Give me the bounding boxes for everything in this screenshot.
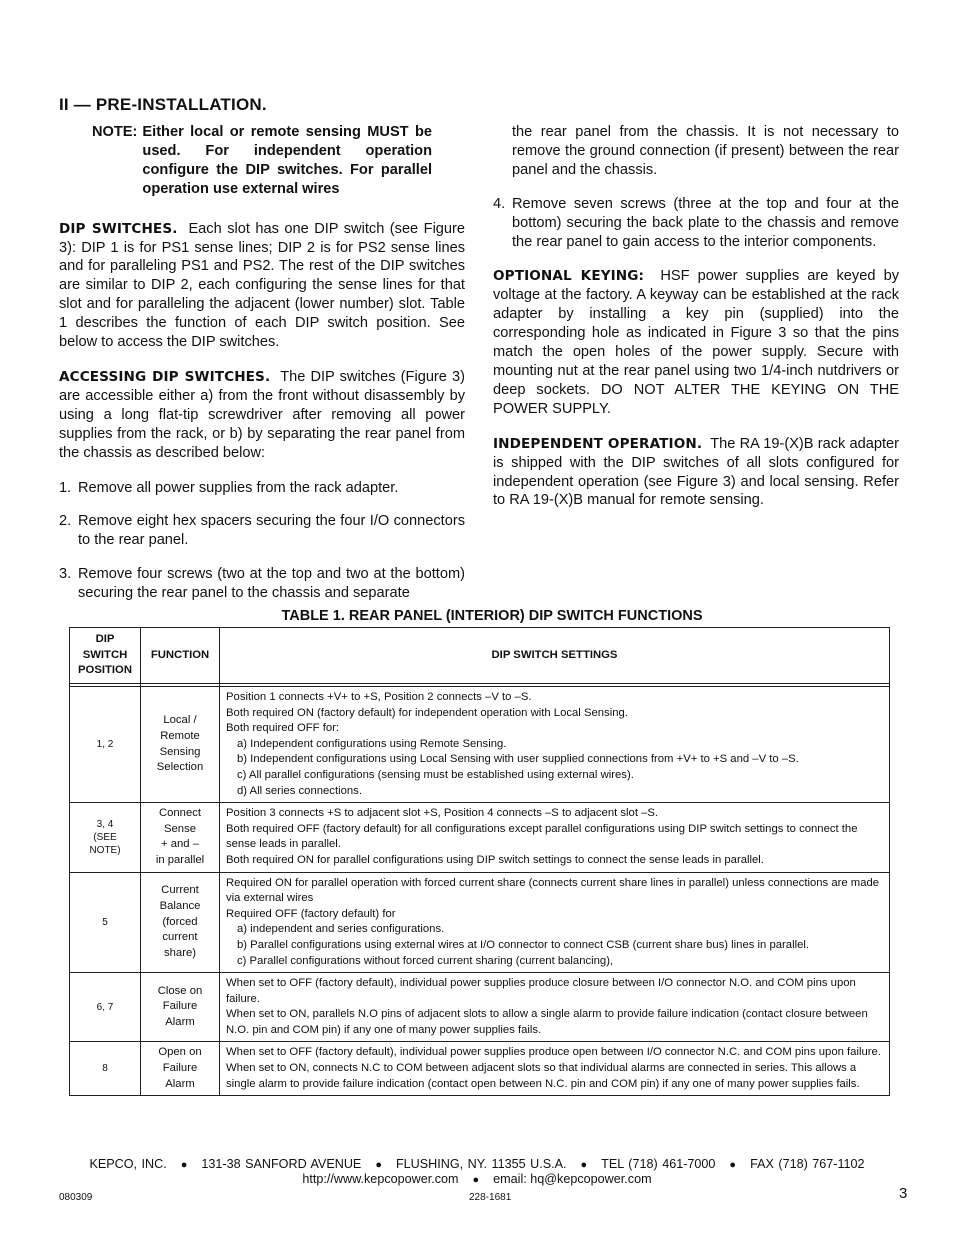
settings-line: Position 1 connects +V+ to +S, Position 2 connects –V to –S. [226, 691, 532, 703]
header-position: DIP SWITCH POSITION [70, 628, 141, 684]
settings-subitem: b) Parallel configurations using external wires at I/O connector to connect CSB (current share bus) lines in parallel. [237, 938, 810, 951]
settings-line: Both required ON for parallel configurations using DIP switch settings to connect the sense leads in parallel. [226, 853, 764, 866]
cell-function: Connect Sense + and – in parallel [141, 803, 220, 872]
step-number: 3. [59, 566, 72, 583]
cell-position: 3, 4 (SEE NOTE) [70, 803, 141, 872]
settings-line: Both required OFF (factory default) for all configurations except parallel configurations using DIP switch settings to connect the sense leads in parallel. [226, 822, 858, 851]
step-3 [59, 565, 465, 603]
right-column [493, 123, 899, 510]
cell-settings [220, 872, 890, 973]
document-number: 228-1681 [469, 1192, 512, 1203]
table-row [70, 973, 890, 1042]
bullet-icon: ● [375, 1159, 382, 1171]
step-2 [59, 512, 465, 550]
footer-address: 131-38 SANFORD AVENUE [201, 1157, 362, 1171]
step-3-continued: the rear panel from the chassis. It is not necessary to remove the ground connection (if present) between the rear panel and the chassis. [512, 124, 899, 178]
section-title: II — PRE-INSTALLATION. [59, 95, 267, 114]
cell-function: Local / Remote Sensing Selection [141, 687, 220, 803]
cell-position: 8 [70, 1042, 141, 1096]
settings-subitem: d) All series connections. [237, 784, 362, 797]
cell-position: 6, 7 [70, 973, 141, 1042]
step-number: 1. [59, 479, 72, 496]
optional-keying-paragraph [493, 267, 899, 418]
cell-settings [220, 803, 890, 872]
settings-line: When set to OFF (factory default), individual power supplies produce closure between I/O connector N.O. and COM pins upon failure. [226, 977, 856, 1005]
cell-function: Open on Failure Alarm [141, 1042, 220, 1096]
footer-city: FLUSHING, NY. 11355 U.S.A. [395, 1157, 567, 1171]
settings-subitem: c) All parallel configurations (sensing must be established using external wires). [237, 768, 634, 781]
accessing-heading: ACCESSING DIP SWITCHES. [59, 368, 271, 385]
note-block [92, 123, 432, 199]
optional-keying-heading: OPTIONAL KEYING: [493, 268, 645, 285]
table-row [70, 872, 890, 973]
settings-line: When set to OFF (factory default), individual power supplies produce open between I/O connector N.C. and COM pins upon failure. [226, 1046, 881, 1059]
footer-tel: TEL (718) 461-7000 [601, 1157, 716, 1171]
settings-line: Position 3 connects +S to adjacent slot +S, Position 4 connects –S to adjacent slot –S. [226, 807, 659, 820]
dip-switches-text: Each slot has one DIP switch (see Figure 3): DIP 1 is for PS1 sense lines; DIP 2 is for PS2 sense lines and for paralleling PS1 and PS2. The rest of the DIP switches are similar to DIP 2, each configuring the sense lines for that slot and for paralleling the adjacent (lower number) slot. Table 1 describes the function of each DIP switch position. See below to access the DIP switches. [59, 220, 466, 351]
independent-heading: INDEPENDENT OPERATION. [493, 435, 703, 452]
footer-email-link[interactable]: email: hq@kepcopower.com [493, 1172, 652, 1186]
cell-settings [220, 973, 890, 1042]
dip-switches-paragraph [59, 220, 465, 352]
step-4 [493, 195, 899, 252]
step-1 [59, 479, 465, 498]
step-text: Remove four screws (two at the top and two at the bottom) securing the rear panel to the chassis and separate [78, 566, 465, 602]
bullet-icon: ● [180, 1159, 188, 1171]
table-header-row [70, 628, 890, 684]
footer-web-link[interactable]: http://www.kepcopower.com [302, 1172, 459, 1186]
settings-subitem: b) Independent configurations using Local Sensing with user supplied connections from +V+ to +S and –V to –S. [237, 753, 799, 766]
settings-subitem: a) independent and series configurations. [237, 923, 445, 936]
cell-function: Close on Failure Alarm [141, 973, 220, 1042]
footer-company: KEPCO, INC. [89, 1157, 167, 1171]
optional-keying-text: HSF power supplies are keyed by voltage at the factory. A keyway can be established at the rack adapter by installing a key pin (supplied) into the corresponding hole as indicated in Figure 3 so that the pins match the open holes of the power supply. Secure with mounting nut at the rear panel using two 1/4-inch nutdrivers or deep sockets. DO NOT ALTER THE KEYING ON THE POWER SUPPLY. [493, 268, 899, 417]
step-text: Remove seven screws (three at the top and four at the bottom) securing the back plate to the chassis and remove the rear panel to gain access to the interior components. [512, 195, 899, 250]
step-text: Remove all power supplies from the rack adapter. [78, 479, 399, 496]
settings-subitem: c) Parallel configurations without forced current sharing (current balancing), [237, 954, 614, 967]
footer-line-1 [0, 1157, 954, 1171]
cell-settings [220, 687, 890, 803]
page-number: 3 [899, 1185, 908, 1202]
cell-function: Current Balance (forced current share) [141, 872, 220, 973]
left-column [59, 123, 465, 603]
header-settings: DIP SWITCH SETTINGS [220, 628, 890, 684]
step-text: Remove eight hex spacers securing the four I/O connectors to the rear panel. [78, 513, 465, 549]
step-number: 4. [493, 195, 506, 212]
accessing-text: The DIP switches (Figure 3) are accessible either a) from the front without disassembly by using a long flat-tip screwdriver after removing all power supplies from the rack, or b) by separating the rear panel from the chassis as described below: [59, 368, 465, 461]
settings-line: Required OFF (factory default) for [226, 907, 396, 920]
dip-switch-table [69, 627, 890, 1096]
cell-settings [220, 1042, 890, 1096]
independent-text: The RA 19-(X)B rack adapter is shipped with the DIP switches of all slots configured for independent operation (see Figure 3) and local sensing. Refer to RA 19-(X)B manual for remote sensing. [493, 435, 899, 509]
accessing-paragraph [59, 368, 465, 463]
bullet-icon: ● [729, 1159, 737, 1171]
cell-position: 1, 2 [70, 687, 141, 803]
cell-position: 5 [70, 872, 141, 973]
settings-line: When set to ON, parallels N.O pins of adjacent slots to allow a single alarm to provide failure indication (contact closure between N.O. pin and COM pin) if any one of many power supplies fails. [226, 1008, 868, 1036]
footer-line-2 [0, 1172, 954, 1186]
independent-paragraph [493, 435, 899, 511]
bullet-icon: ● [580, 1159, 588, 1171]
settings-line: Both required ON (factory default) for independent operation with Local Sensing. [226, 706, 628, 719]
settings-line: Required ON for parallel operation with forced current share (connects current share lines in parallel) unless connections are made via external wires [226, 876, 880, 905]
step-number: 2. [59, 513, 72, 530]
header-function: FUNCTION [141, 628, 220, 684]
dip-switches-heading: DIP SWITCHES. [59, 220, 178, 237]
bullet-icon: ● [472, 1174, 480, 1186]
table-row [70, 1042, 890, 1096]
settings-line: Both required OFF for: [226, 722, 340, 735]
table-row [70, 803, 890, 872]
settings-subitem: a) Independent configurations using Remote Sensing. [237, 737, 507, 750]
note-label: NOTE: [92, 124, 138, 140]
footer-fax: FAX (718) 767-1102 [750, 1157, 865, 1171]
settings-line: When set to ON, connects N.C to COM between adjacent slots so that individual alarms are connected in series. This allows a single alarm to provide failure indication (contact open between N.C. pin and COM pin) if any one of many power supplies fails. [226, 1062, 860, 1090]
date-code: 080309 [59, 1192, 93, 1203]
table-caption: TABLE 1. REAR PANEL (INTERIOR) DIP SWITCH FUNCTIONS [281, 608, 703, 624]
table-row [70, 687, 890, 803]
note-text: Either local or remote sensing MUST be used. For independent operation configure the DIP switches. For parallel operation use external wires [142, 124, 432, 197]
